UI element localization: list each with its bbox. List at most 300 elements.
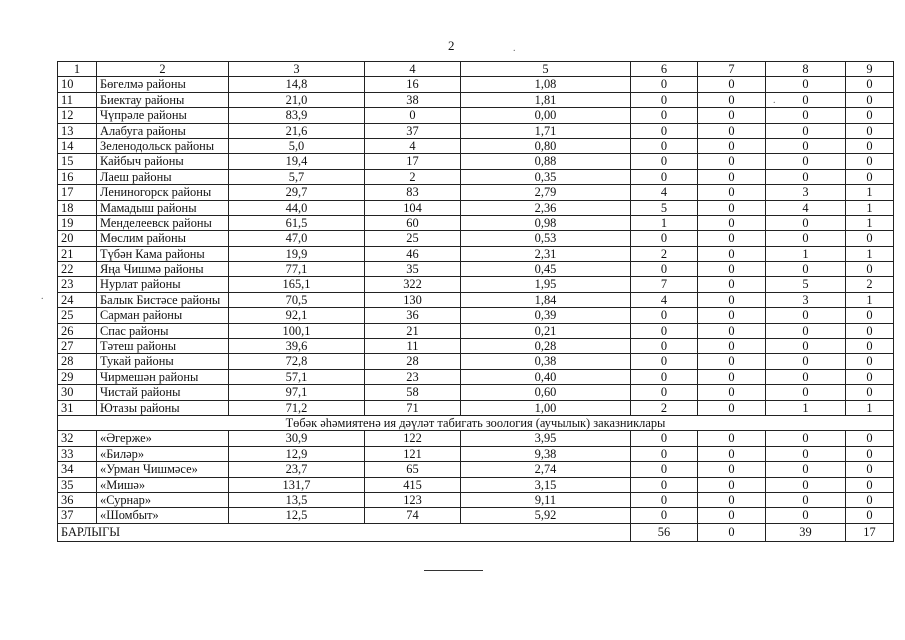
table-row	[58, 215, 894, 230]
table-cell: 0	[631, 431, 698, 446]
table-cell: 0	[766, 215, 846, 230]
table-cell: 0	[846, 462, 894, 477]
table-cell: 2,79	[461, 185, 631, 200]
table-row	[58, 369, 894, 384]
table-cell: 83,9	[229, 108, 365, 123]
table-cell: 0	[846, 508, 894, 523]
table-cell: 0	[698, 385, 766, 400]
table-cell: 0	[766, 154, 846, 169]
table-cell: 0	[846, 354, 894, 369]
table-cell: 6	[631, 62, 698, 77]
table-row	[58, 231, 894, 246]
table-cell: 0	[631, 339, 698, 354]
table-cell: 46	[365, 246, 461, 261]
table-row	[58, 77, 894, 92]
table-cell: 0	[698, 369, 766, 384]
table-cell: 0	[698, 231, 766, 246]
table-cell: 15	[58, 154, 97, 169]
table-cell: «Биләр»	[97, 446, 229, 461]
table-cell: 0	[631, 154, 698, 169]
table-cell: 3,15	[461, 477, 631, 492]
table-cell: 35	[58, 477, 97, 492]
table-cell: 0	[698, 508, 766, 523]
table-cell: 0	[698, 400, 766, 415]
table-cell: 31	[58, 400, 97, 415]
table-cell: 5	[766, 277, 846, 292]
table-cell: 9,11	[461, 492, 631, 507]
table-cell: 0,38	[461, 354, 631, 369]
table-cell: 14	[58, 138, 97, 153]
table-cell: 0	[846, 492, 894, 507]
table-cell: 1	[846, 292, 894, 307]
table-cell: 8	[766, 62, 846, 77]
table-cell: 0,88	[461, 154, 631, 169]
scan-speck: .	[773, 95, 776, 106]
table-cell: «Сурнар»	[97, 492, 229, 507]
table-cell: Мөслим районы	[97, 231, 229, 246]
table-cell: Чистай районы	[97, 385, 229, 400]
table-cell: 71,2	[229, 400, 365, 415]
table-cell: 9,38	[461, 446, 631, 461]
table-cell: 26	[58, 323, 97, 338]
table-cell: 2	[365, 169, 461, 184]
table-cell: 35	[365, 262, 461, 277]
table-cell: 0	[766, 339, 846, 354]
table-cell: 77,1	[229, 262, 365, 277]
table-row	[58, 400, 894, 415]
table-cell: 71	[365, 400, 461, 415]
table-cell: 0	[766, 508, 846, 523]
table-cell: 0	[766, 369, 846, 384]
table-cell: 0	[631, 323, 698, 338]
table-cell: 0	[766, 354, 846, 369]
table-cell: 5,92	[461, 508, 631, 523]
table-cell: 0	[631, 462, 698, 477]
table-cell: 12,5	[229, 508, 365, 523]
table-cell: 1	[766, 400, 846, 415]
table-cell: 0,45	[461, 262, 631, 277]
total-value: 56	[631, 523, 698, 541]
table-cell: 65	[365, 462, 461, 477]
table-cell: 1	[846, 246, 894, 261]
table-row	[58, 385, 894, 400]
table-cell: 2,36	[461, 200, 631, 215]
table-cell: 5,7	[229, 169, 365, 184]
table-cell: 0	[766, 138, 846, 153]
table-cell: 2,31	[461, 246, 631, 261]
table-cell: 0	[846, 262, 894, 277]
table-cell: 0	[698, 339, 766, 354]
table-cell: 0	[698, 262, 766, 277]
table-cell: 13,5	[229, 492, 365, 507]
table-cell: 5	[631, 200, 698, 215]
table-cell: 0	[766, 169, 846, 184]
table-cell: Алабуга районы	[97, 123, 229, 138]
table-cell: 0	[766, 108, 846, 123]
table-cell: «Шомбыт»	[97, 508, 229, 523]
table-cell: 70,5	[229, 292, 365, 307]
table-row	[58, 123, 894, 138]
table-row	[58, 200, 894, 215]
table-cell: 27	[58, 339, 97, 354]
table-cell: 0	[631, 385, 698, 400]
table-cell: 7	[698, 62, 766, 77]
table-cell: 0	[698, 92, 766, 107]
table-row	[58, 431, 894, 446]
table-cell: 0	[698, 215, 766, 230]
table-cell: 44,0	[229, 200, 365, 215]
table-cell: 30,9	[229, 431, 365, 446]
table-row	[58, 339, 894, 354]
table-cell: 121	[365, 446, 461, 461]
scan-speck: .	[513, 43, 516, 54]
table-cell: 0	[698, 446, 766, 461]
table-row	[58, 477, 894, 492]
table-row	[58, 492, 894, 507]
table-cell: 17	[58, 185, 97, 200]
table-cell: 0	[631, 354, 698, 369]
table-row	[58, 108, 894, 123]
page-number: 2	[448, 38, 455, 53]
table-cell: 0	[631, 477, 698, 492]
table-cell: 0	[631, 231, 698, 246]
section-title: Төбәк әһәмиятенә ия дәүләт табигать зоология (аучылык) заказниклары	[58, 415, 894, 430]
table-cell: 0	[766, 462, 846, 477]
table-cell: 32	[58, 431, 97, 446]
table-cell: 37	[365, 123, 461, 138]
total-row	[58, 523, 894, 541]
table-cell: Яңа Чишмә районы	[97, 262, 229, 277]
table-cell: 3	[766, 185, 846, 200]
table-cell: 1	[58, 62, 97, 77]
table-cell: 0	[846, 154, 894, 169]
table-cell: 28	[365, 354, 461, 369]
table-cell: 100,1	[229, 323, 365, 338]
scan-speck: .	[41, 291, 44, 302]
table-cell: 74	[365, 508, 461, 523]
table-cell: 39,6	[229, 339, 365, 354]
table-cell: 1,84	[461, 292, 631, 307]
table-cell: 0	[365, 108, 461, 123]
table-row	[58, 262, 894, 277]
table-cell: 21	[365, 323, 461, 338]
table-cell: 0	[846, 431, 894, 446]
table-cell: 0,35	[461, 169, 631, 184]
table-row	[58, 154, 894, 169]
table-cell: 0,40	[461, 369, 631, 384]
table-cell: 29,7	[229, 185, 365, 200]
table-cell: 0	[846, 92, 894, 107]
table-cell: 25	[58, 308, 97, 323]
table-cell: 23	[365, 369, 461, 384]
table-cell: 0	[846, 169, 894, 184]
table-cell: 18	[58, 200, 97, 215]
table-cell: 0	[698, 477, 766, 492]
table-cell: Биектау районы	[97, 92, 229, 107]
table-row	[58, 246, 894, 261]
table-cell: 30	[58, 385, 97, 400]
table-cell: 2,74	[461, 462, 631, 477]
table-cell: 0	[766, 77, 846, 92]
table-cell: 21,0	[229, 92, 365, 107]
table-cell: Тукай районы	[97, 354, 229, 369]
table-cell: 23	[58, 277, 97, 292]
table-cell: 58	[365, 385, 461, 400]
table-cell: 1	[846, 400, 894, 415]
table-header-row	[58, 62, 894, 77]
table-cell: 13	[58, 123, 97, 138]
table-cell: 97,1	[229, 385, 365, 400]
table-cell: 17	[365, 154, 461, 169]
table-cell: 0	[846, 323, 894, 338]
table-cell: 0	[698, 277, 766, 292]
table-cell: 0	[766, 477, 846, 492]
table-cell: Бөгелмә районы	[97, 77, 229, 92]
table-cell: 0	[766, 231, 846, 246]
table-cell: 0,53	[461, 231, 631, 246]
table-cell: 130	[365, 292, 461, 307]
table-cell: 0	[698, 200, 766, 215]
table-cell: 10	[58, 77, 97, 92]
table-cell: 0	[631, 123, 698, 138]
table-cell: 1	[846, 215, 894, 230]
table-cell: 36	[365, 308, 461, 323]
table-cell: 131,7	[229, 477, 365, 492]
table-cell: 0	[766, 308, 846, 323]
table-cell: 0	[631, 138, 698, 153]
table-cell: Лаеш районы	[97, 169, 229, 184]
table-cell: 0	[631, 446, 698, 461]
table-row	[58, 508, 894, 523]
table-cell: Спас районы	[97, 323, 229, 338]
table-cell: 1	[631, 215, 698, 230]
table-cell: 0	[631, 308, 698, 323]
table-cell: Зеленодольск районы	[97, 138, 229, 153]
table-cell: 0	[631, 92, 698, 107]
table-cell: Сарман районы	[97, 308, 229, 323]
table-cell: 12	[58, 108, 97, 123]
total-value: 39	[766, 523, 846, 541]
table-cell: 0	[766, 431, 846, 446]
table-cell: 0	[766, 92, 846, 107]
table-cell: Чирмешән районы	[97, 369, 229, 384]
table-row	[58, 169, 894, 184]
table-cell: 0	[698, 169, 766, 184]
table-cell: 14,8	[229, 77, 365, 92]
total-value: 0	[698, 523, 766, 541]
table-cell: 20	[58, 231, 97, 246]
table-cell: 0	[766, 492, 846, 507]
table-row	[58, 185, 894, 200]
table-cell: 3,95	[461, 431, 631, 446]
table-cell: 11	[365, 339, 461, 354]
table-cell: 61,5	[229, 215, 365, 230]
table-cell: 0	[631, 369, 698, 384]
table-row	[58, 277, 894, 292]
table-cell: 0	[698, 323, 766, 338]
table-cell: 0,98	[461, 215, 631, 230]
table-cell: 4	[365, 138, 461, 153]
table-cell: 122	[365, 431, 461, 446]
table-row	[58, 308, 894, 323]
table-row	[58, 92, 894, 107]
table-cell: Ютазы районы	[97, 400, 229, 415]
table-cell: 22	[58, 262, 97, 277]
table-cell: 0	[631, 508, 698, 523]
table-cell: Менделеевск районы	[97, 215, 229, 230]
table-cell: 0	[698, 492, 766, 507]
table-cell: 9	[846, 62, 894, 77]
table-cell: 1	[766, 246, 846, 261]
table-cell: 24	[58, 292, 97, 307]
table-cell: 1,81	[461, 92, 631, 107]
table-cell: 0	[846, 369, 894, 384]
table-cell: 2	[631, 246, 698, 261]
table-cell: 19	[58, 215, 97, 230]
table-cell: Чүпрәле районы	[97, 108, 229, 123]
table-cell: 0	[631, 492, 698, 507]
table-cell: 0	[846, 339, 894, 354]
table-cell: «Урман Чишмәсе»	[97, 462, 229, 477]
table-cell: 0	[846, 108, 894, 123]
table-cell: 92,1	[229, 308, 365, 323]
table-cell: 0	[846, 446, 894, 461]
table-cell: 0	[846, 77, 894, 92]
table-row	[58, 292, 894, 307]
table-cell: 0	[698, 108, 766, 123]
table-cell: 0	[698, 246, 766, 261]
table-cell: 16	[365, 77, 461, 92]
table-cell: 2	[631, 400, 698, 415]
table-cell: 28	[58, 354, 97, 369]
table-cell: 0	[766, 262, 846, 277]
table-cell: 0	[631, 108, 698, 123]
table-cell: 0	[698, 292, 766, 307]
table-cell: 4	[631, 292, 698, 307]
table-cell: 16	[58, 169, 97, 184]
table-cell: 0,21	[461, 323, 631, 338]
table-cell: 0	[698, 185, 766, 200]
table-cell: 123	[365, 492, 461, 507]
table-cell: 0	[698, 138, 766, 153]
table-cell: «Әгерже»	[97, 431, 229, 446]
table-cell: 0,28	[461, 339, 631, 354]
table-cell: 72,8	[229, 354, 365, 369]
table-body	[58, 62, 894, 542]
table-cell: 60	[365, 215, 461, 230]
table-cell: 34	[58, 462, 97, 477]
table-cell: 0	[698, 77, 766, 92]
table-cell: 2	[846, 277, 894, 292]
table-cell: 0	[766, 385, 846, 400]
table-cell: 5	[461, 62, 631, 77]
table-cell: 38	[365, 92, 461, 107]
table-cell: 0	[631, 77, 698, 92]
table-cell: 0	[698, 154, 766, 169]
table-cell: Лениногорск районы	[97, 185, 229, 200]
table-cell: 5,0	[229, 138, 365, 153]
table-cell: 1	[846, 185, 894, 200]
table-cell: 0,80	[461, 138, 631, 153]
table-cell: 23,7	[229, 462, 365, 477]
table-row	[58, 462, 894, 477]
table-cell: Тәтеш районы	[97, 339, 229, 354]
table-cell: 57,1	[229, 369, 365, 384]
table-cell: 11	[58, 92, 97, 107]
table-cell: 0	[846, 231, 894, 246]
table-cell: 0	[698, 123, 766, 138]
total-label: БАРЛЫГЫ	[58, 523, 631, 541]
section-row	[58, 415, 894, 430]
table-cell: 12,9	[229, 446, 365, 461]
table-cell: 0,39	[461, 308, 631, 323]
table-cell: 19,9	[229, 246, 365, 261]
table-cell: 322	[365, 277, 461, 292]
table-cell: 36	[58, 492, 97, 507]
table-cell: 37	[58, 508, 97, 523]
table-cell: 1	[846, 200, 894, 215]
table-cell: 1,08	[461, 77, 631, 92]
footer-rule	[424, 570, 483, 571]
table-cell: Балык Бистәсе районы	[97, 292, 229, 307]
table-cell: 165,1	[229, 277, 365, 292]
table-cell: 33	[58, 446, 97, 461]
table-cell: 0	[846, 123, 894, 138]
table-cell: 0	[766, 123, 846, 138]
table-cell: 0	[698, 431, 766, 446]
table-cell: 4	[766, 200, 846, 215]
table-cell: 0	[846, 477, 894, 492]
table-cell: 1,71	[461, 123, 631, 138]
table-cell: 0,60	[461, 385, 631, 400]
table-cell: 0	[846, 385, 894, 400]
table-cell: 104	[365, 200, 461, 215]
table-cell: 0,00	[461, 108, 631, 123]
table-cell: 3	[229, 62, 365, 77]
data-table	[57, 61, 894, 542]
table-cell: 0	[766, 323, 846, 338]
table-cell: 83	[365, 185, 461, 200]
table-cell: 29	[58, 369, 97, 384]
table-cell: 0	[766, 446, 846, 461]
table-cell: 0	[846, 138, 894, 153]
table-cell: 4	[631, 185, 698, 200]
table-cell: 415	[365, 477, 461, 492]
table-row	[58, 138, 894, 153]
table-cell: 19,4	[229, 154, 365, 169]
table-cell: 21	[58, 246, 97, 261]
table-cell: Кайбыч районы	[97, 154, 229, 169]
table-row	[58, 446, 894, 461]
table-cell: Түбән Кама районы	[97, 246, 229, 261]
table-cell: 0	[631, 262, 698, 277]
table-cell: 4	[365, 62, 461, 77]
table-cell: Нурлат районы	[97, 277, 229, 292]
table-cell: 0	[846, 308, 894, 323]
table-cell: «Мишә»	[97, 477, 229, 492]
table-cell: 0	[631, 169, 698, 184]
table-cell: 3	[766, 292, 846, 307]
table-cell: 1,95	[461, 277, 631, 292]
table-row	[58, 323, 894, 338]
table-cell: 0	[698, 354, 766, 369]
table-cell: 1,00	[461, 400, 631, 415]
table-row	[58, 354, 894, 369]
table-cell: 21,6	[229, 123, 365, 138]
table-cell: 25	[365, 231, 461, 246]
table-cell: 2	[97, 62, 229, 77]
table-cell: 47,0	[229, 231, 365, 246]
